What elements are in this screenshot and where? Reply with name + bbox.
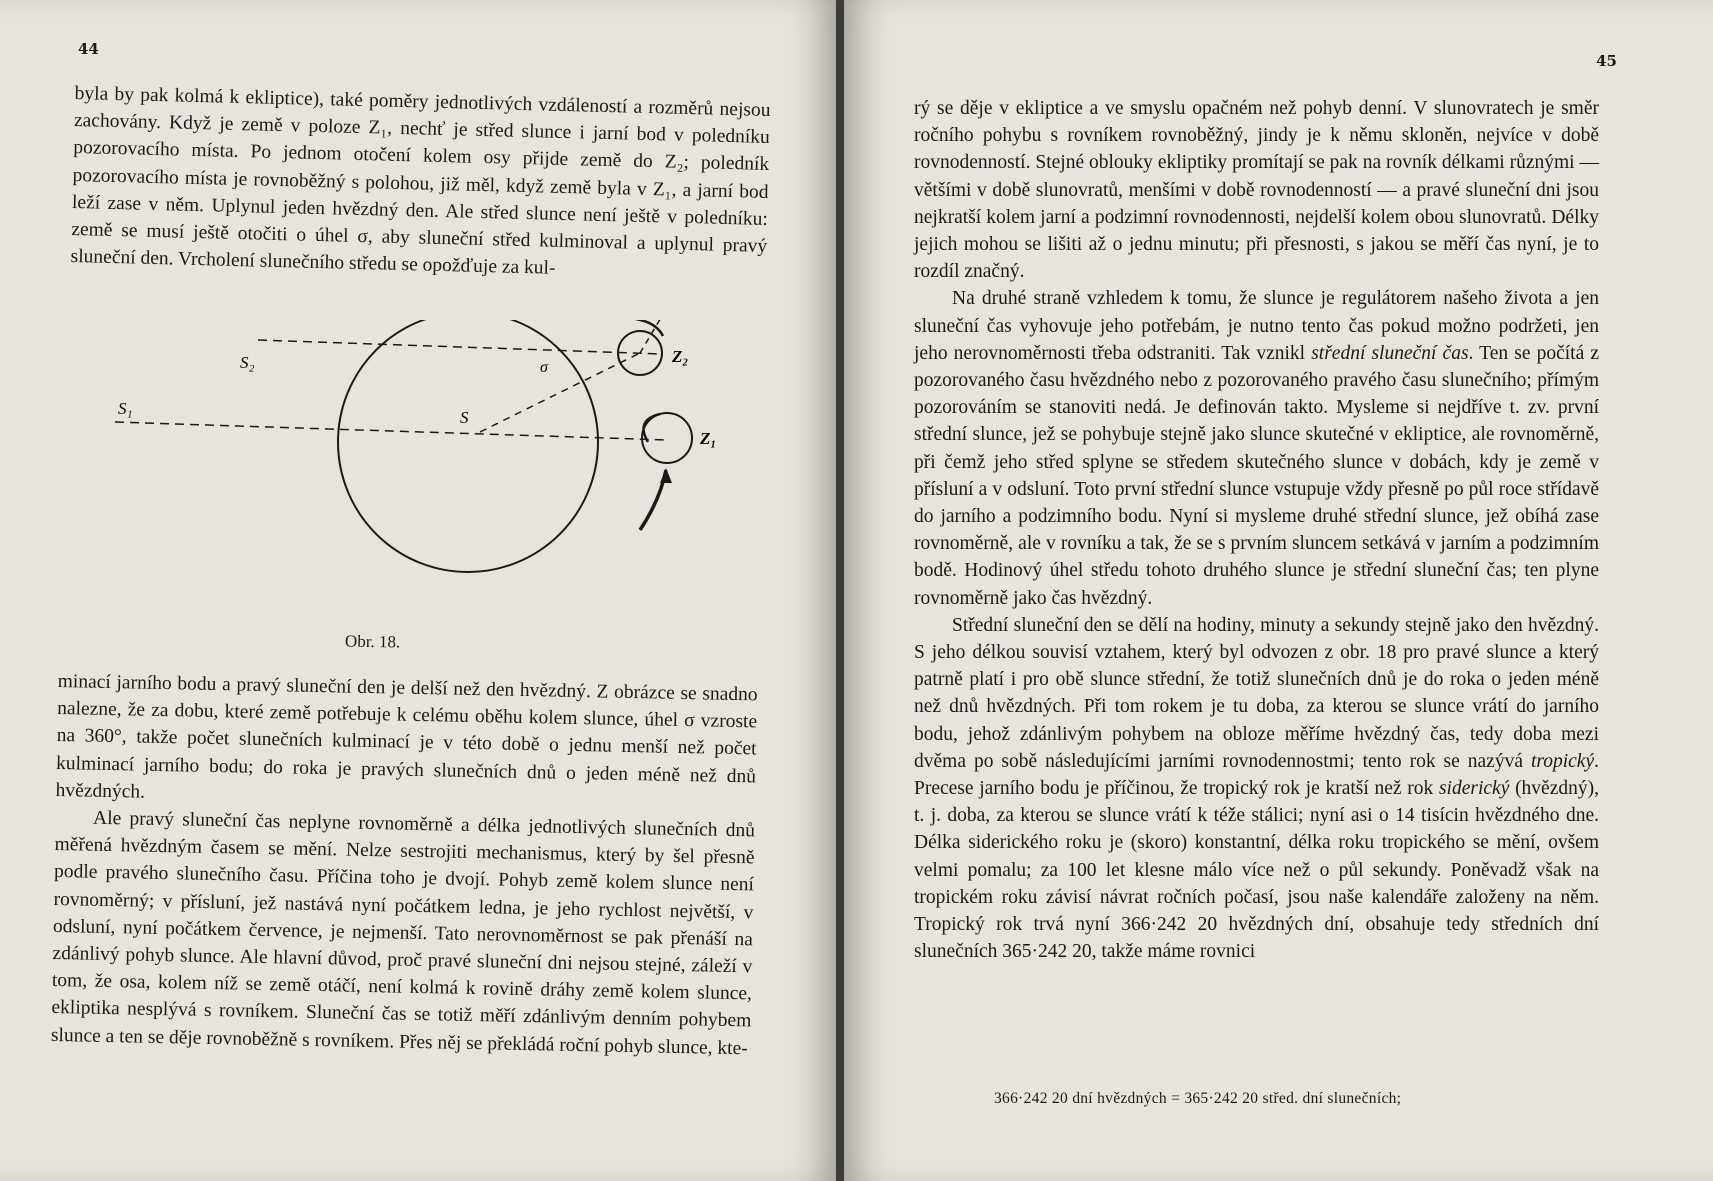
left-paragraphs-bottom xyxy=(51,668,758,1062)
label-s: S xyxy=(460,408,469,427)
page-number-right: 45 xyxy=(1596,52,1617,70)
figure-caption: Obr. 18. xyxy=(344,631,401,652)
paragraph-2: minací jarního bodu a pravý sluneční den je delší než den hvězdný. Z obrázce se snadno nalezne, že za dobu, které země potřebuje k celému oběhu kolem slunce, úhel σ vzroste na 360°, takže počet slunečních kulminací je v této době o jednu menší než počet kulminací jarního bodu; do roka je pravých slunečních dnů o jeden méně než dnů hvězdných. xyxy=(55,670,758,803)
earth-z1-circle xyxy=(642,413,692,463)
page-number-left: 44 xyxy=(78,40,99,58)
right-text xyxy=(914,95,1599,966)
paragraph-3: Ale pravý sluneční čas neplyne rovnoměrně a délka jednotlivých slunečních dnů měřená hvězdným časem se mění. Nelze sestrojiti mechanismus, který by šel přesně podle pravého slunečního času. Příčina toho je dvojí. Pohyb země kolem slunce není rovnoměrný; v přísluní, jež nastává nyní počátkem ledna, je jeho rychlost největší, v odsluní, nyní počátkem července, je nejmenší. Tato nerovnoměrnost se pak přenáší na zdánlivý pohyb slunce. Ale hlavní důvod, proč pravé sluneční dni nejsou stejné, záleží v tom, že osa, kolem níž se země otáčí, není kolmá k rovině dráhy země kolem slunce, ekliptika nesplývá s rovníkem. Sluneční čas se totiž měří zdánlivým denním pohybem slunce a ten se děje rovnoběžně s rovníkem. Přes něj se překládá roční pohyb slunce, kte- xyxy=(50,807,756,1059)
p3-text-b: . Precese jarního bodu je příčinou, že tropický rok je kratší než rok xyxy=(914,750,1599,800)
term-mean-solar-time: střední sluneční čas xyxy=(1311,342,1469,364)
dashed-line-s-z2 xyxy=(480,353,640,432)
dashed-line-s2 xyxy=(258,340,662,354)
equation: 366·242 20 dní hvězdných = 365·242 20 střed. dní slunečních; xyxy=(994,1090,1402,1107)
p3-text-c: (hvězdný), t. j. doba, za kterou se slunce vrátí k téže stálici; nyní asi o 14 tisícin hvězdného dne. Délka siderického roku je (skoro) konstantní, délka roku tropického se mění, ovšem velmi pomalu; za 100 let klesne málo více než o půl sekundy. Poněvadž však na tropickém roku závisí návrat ročních počasí, jsou naše kalendáře založeny na něm. Tropický rok trvá nyní 366·242 20 hvězdných dní, obsahuje tedy středních dní slunečních 365·242 20, takže máme rovnici xyxy=(914,778,1599,963)
p3-text-a: Střední sluneční den se dělí na hodiny, minuty a sekundy stejně jako den hvězdný. S jeho délkou souvisí vztahem, který byl odvozen z obr. 18 pro pravé slunce a který patrně platí i pro obě slunce střední, že totiž slunečních dnů je do roka o jeden méně než dnů hvězdných. Při tom rokem je tu doba, za kterou se slunce vrátí do jarního bodu, jehož zdánlivým pohybem na obloze měříme hvězdný čas, tedy doba mezi dvěma po sobě následujícími jarními rovnodennostmi; tento rok se nazývá xyxy=(914,614,1599,772)
book-gutter xyxy=(836,0,844,1181)
p2-text-b: . Ten se počítá z pozorovaného času hvězdného nebo z pozorovaného pravého času slunečního; přímým pozorováním se stanoviti nedá. Je definován takto. Mysleme si nejdříve t. zv. první střední slunce, jež se pohybuje stejně jako slunce skutečné v ekliptice, ale rovnoměrně, při čemž jeho střed splyne se středem skutečného slunce v dobách, kdy je země v přísluní a v odsluní. Toto první střední slunce vstupuje vždy přesně po půl roce střídavě do jarního a podzimního bodu. Nyní si mysleme druhé střední slunce, jež obíhá zase rovnoměrně, ale v rovníku a tak, že se s prvním sluncem setkává v jarním a podzimním bodě. Hodinový úhel středu tohoto druhého slunce je střední sluneční čas; ten plyne rovnoměrně jako čas hvězdný. xyxy=(914,342,1599,609)
term-sidereal: siderický xyxy=(1438,778,1510,800)
orbit-arrowhead xyxy=(660,468,672,483)
orbit-diagram xyxy=(100,320,740,650)
dashed-line-s1 xyxy=(115,422,667,440)
right-paragraph-3 xyxy=(914,612,1599,966)
right-paragraph-1: rý se děje v ekliptice a ve smyslu opačném než pohyb denní. V slunovratech je směr ročního pohybu s rovníkem rovnoběžný, jindy je k němu skloněn, nejvíce v době rovnodenností. Stejné oblouky ekliptiky promítají se pak na rovník délkami různými — většími v době slunovratů, menšími v době rovnodenností — a pravé sluneční dni jsou nejkratší kolem jarní a podzimní rovnodennosti, nejdelší kolem obou slunovratů. Délky jejich mohou se lišiti až o jednu minutu; při přesnosti, s jakou se měří čas nyní, je to rozdíl značný. xyxy=(914,98,1599,283)
label-s1: S₁ xyxy=(118,399,133,418)
rotation-arrow-z1 xyxy=(644,414,660,442)
label-z2: Z₂ xyxy=(672,347,689,366)
left-page xyxy=(0,0,836,1181)
label-z1: Z₁ xyxy=(700,429,717,448)
paragraph-1: byla by pak kolmá k ekliptice), také poměry jednotlivých vzdáleností a rozměrů nejsou zachovány. Když je země v poloze Z₁, nechť je střed slunce i jarní bod v poledníku pozorovacího místa. Po jednom otočení kolem osy přijde země do Z₂; poledník pozorovacího místa je rovnoběžný s polohou, již měl, když země byla v Z₁, a jarní bod leží zase v něm. Uplynul jeden hvězdný den. Ale střed slunce není ještě v poledníku: země se musí ještě otočiti o úhel σ, aby sluneční střed kulminoval a uplynul pravý sluneční den. Vrcholení slunečního středu se opožďuje za kul- xyxy=(70,82,771,280)
p2-text-a: Na druhé straně vzhledem k tomu, že slunce je regulátorem našeho života a jen sluneční čas vyhovuje jeho potřebám, je nutno tento čas pokud možno podržeti, jen jeho nerovnoměrnosti třeba odstraniti. Tak vznikl xyxy=(914,288,1599,364)
label-s2: S₂ xyxy=(240,353,255,372)
label-sigma: σ xyxy=(540,359,548,376)
right-paragraph-2 xyxy=(914,285,1599,611)
right-page xyxy=(844,0,1713,1181)
term-tropical: tropický xyxy=(1530,750,1595,772)
left-paragraph-top xyxy=(70,80,770,287)
orbit-circle xyxy=(338,320,598,572)
